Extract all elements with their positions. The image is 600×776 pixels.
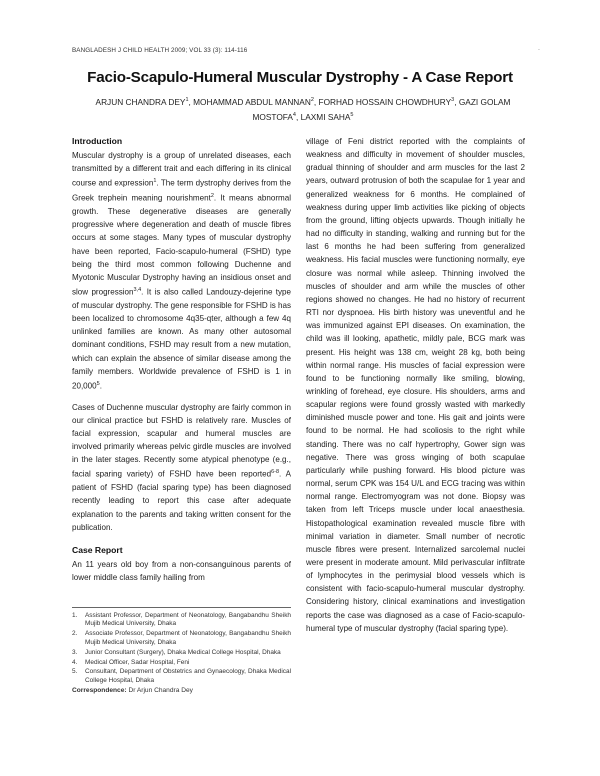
case-report-paragraph-start: An 11 years old boy from a non-consanguinous parents of lower middle class family hailing from xyxy=(72,560,291,583)
footnote: 5. Consultant, Department of Obstetrics and Gynaecology, Dhaka Medical College Hospital, Dhaka xyxy=(72,668,291,684)
citation-mark: 1 xyxy=(153,178,157,185)
citation-mark: 2 xyxy=(210,193,214,200)
case-report-heading: Case Report xyxy=(72,544,123,555)
footnote: 4. Medical Officer, Sadar Hospital, Feni xyxy=(72,658,190,666)
author-affiliation-mark: 5 xyxy=(350,111,354,118)
introduction-paragraph-1: Muscular dystrophy is a group of unrelated diseases, each transmitted by a different trait and each differing in its clinical course and expression$^1$. The term dystrophy derives from the Greek trephein meaning nourishment$^2$. It means abnormal growth. These degenerative diseases are generally progressive where degeneration and death of muscle fibres occurs at some stages. Many types of muscular dystrophy have been reported, Facio-scapulo-humeral (FSHD) type being the third most common following Duchenne and Myotonic Muscular Dystrophy having an insidious onset and slow progression$^{3,4}$. It is also called Landouzy-dejerine type of muscular dystrophy. The gene responsible for FSHD is has been localized to chromosome 4q35-qter, although a few 4q unlinked families are known. As many other autosomal dominant conditions, FSHD may result from a new mutation, which can explain the absence of similar disease among the family members. Worldwide prevalence of FSHD is 1 in 20,000$^5$. xyxy=(72,151,291,391)
author-name: LAXMI SAHA xyxy=(300,111,351,122)
article-title: Facio-Scapulo-Humeral Muscular Dystrophy - A Case Report xyxy=(87,69,513,86)
footnote: 1. Assistant Professor, Department of Neonatology, Bangabandhu Sheikh Mujib Medical University, Dhaka xyxy=(72,612,291,628)
correspondence-label: Correspondence: xyxy=(72,686,127,694)
author-name: FORHAD HOSSAIN CHOWDHURY xyxy=(318,96,452,107)
citation-mark: 3,4 xyxy=(133,287,142,294)
footnote: 2. Associate Professor, Department of Neonatology, Bangabandhu Sheikh Mujib Medical University, Dhaka xyxy=(72,630,291,646)
footnote-divider xyxy=(72,607,291,608)
author-name: MOHAMMAD ABDUL MANNAN xyxy=(193,96,311,107)
citation-mark: 6-8 xyxy=(271,469,280,476)
author-affiliation-mark: 3 xyxy=(451,97,455,103)
correspondence xyxy=(72,687,291,695)
introduction-paragraph-2: Cases of Duchenne muscular dystrophy are fairly common in our clinical practice but FSHD is relatively rare. Muscles of facial expression, scapular and humeral muscles are involved primarily whereas pelvic girdle muscles are involved in the later stages. Recently some atypical phenotype (e.g., facial sparing variety) of FSHD have been reported$^{6-8}$. A patient of FSHD (facial sparing type) has been diagnosed recently leading to report this case after adequate explanation to the parents and taking written consent for the publication. xyxy=(72,402,291,532)
author-affiliation-mark: 2 xyxy=(310,97,314,103)
right-column xyxy=(306,135,525,643)
footnotes xyxy=(72,612,291,695)
corner-mark: . xyxy=(538,45,540,52)
author-affiliation-mark: 4 xyxy=(292,111,296,118)
case-report-paragraph-continued: village of Feni district reported with the complaints of weakness and difficulty in movement of shoulder muscles, gradual thinning of shoulder and arm muscles for the last 2 years, outward protrusion of both the scapulae for 1 year and generalized weakness for 6 months. He complained of weakness during upper limb activities like picking of objects from the ground, lifting objects upwards. Though initially he had no difficulty in standing, walking and running but for the last 6 months he had been suffering from generalized weakness. His facial muscles were functioning normally, eye closure was normal while asleep. Thinning involved the muscles of shoulder and arm while the muscles of other regions showed no changes. He had no history of recurrent RTI nor dyspnoea. His birth history was uneventful and he was immunized against EPI diseases. On examination, the child was ill looking, apathetic, mildly pale, BCG mark was present. His height was 138 cm, weight 28 kg, both being within normal range. His muscles of facial expression were found to be functioning normally like smiling, blowing, wrinkling of forehead, eye closure. His shoulders, arms and scapular regions were found grossly wasted with markedly diminished muscle power and tone. His gait and joints were found to be normal. He had scoliosis to the right while standing. There was no calf hypertrophy, Gower sign was negative. There was gross winging of both scapulae particularly while pushing forward. His blood picture was normal, serum CPK was 154 U/L and ECG tracing was within normal range. Electromyogram was not done. Biopsy was taken from left Triceps muscle under local anaesthesia. Histopathological examination revealed muscle fibre with minimal variation in diameter. Small number of necrotic muscle fibres were present. Internalized sarcolemal nuclei were present in moderate amount. Mild perivascular infiltrate of lymphocytes in the perimysial blood vessels which is consistent with facio-scapulo-humeral muscular dystrophy. Considering history, clinical examinations and investigation reports the case was diagnosed as a case of Facio-scapulo-humeral type of muscular dystrophy (facial sparing type). xyxy=(306,137,525,633)
author-name: GAZI GOLAM MOSTOFA xyxy=(252,96,511,122)
running-head: BANGLADESH J CHILD HEALTH 2009; VOL 33 (3): 114-116 xyxy=(72,47,248,54)
citation-mark: 5 xyxy=(96,380,100,387)
author-name: ARJUN CHANDRA DEY xyxy=(95,96,186,107)
introduction-heading: Introduction xyxy=(72,136,123,146)
left-column xyxy=(72,135,291,592)
author-list: ARJUN CHANDRA DEY$^1$, MOHAMMAD ABDUL MANNAN$^2$, FORHAD HOSSAIN CHOWDHURY$^3$, GAZI GOLAM MOSTOFA$^4$, LAXMI SAHA$^5$ xyxy=(95,96,511,122)
correspondence-name: Dr Arjun Chandra Dey xyxy=(128,686,193,694)
author-affiliation-mark: 1 xyxy=(185,97,189,103)
footnote: 3. Junior Consultant (Surgery), Dhaka Medical College Hospital, Dhaka xyxy=(72,648,281,656)
